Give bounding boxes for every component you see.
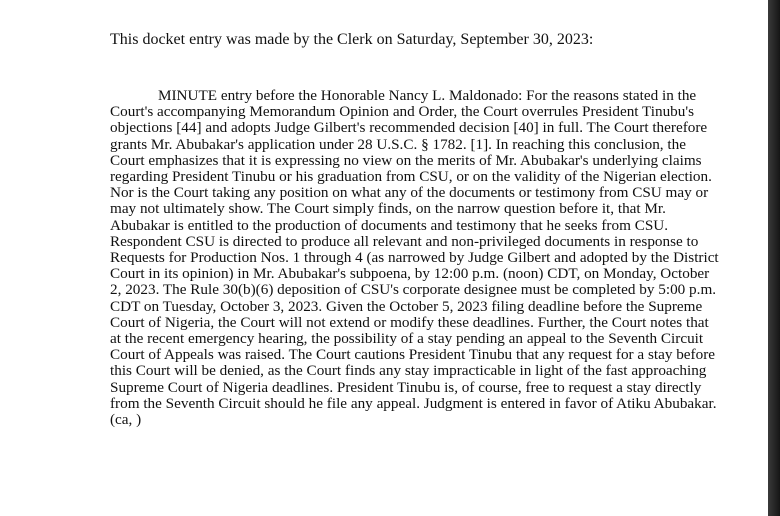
- minute-entry-text: MINUTE entry before the Honorable Nancy L. Maldonado: For the reasons stated in the Court's accompanying Memorandum Opinion and Order, the Court overrules President Tinubu's objections [44] and adopts Judge Gilbert's recommended decision [40] in full. The Court therefore grants Mr. Abubakar's application under 28 U.S.C. § 1782. [1]. In reaching this conclusion, the Court emphasizes that it is expressing no view on the merits of Mr. Abubakar's underlying claims regarding President Tinubu or his graduation from CSU, or on the validity of the Nigerian election. Nor is the Court taking any position on what any of the documents or testimony from CSU may or may not ultimately show. The Court simply finds, on the narrow question before it, that Mr. Abubakar is entitled to the production of documents and testimony that he seeks from CSU. Respondent CSU is directed to produce all relevant and non-privileged documents in response to Requests for Production Nos. 1 through 4 (as narrowed by Judge Gilbert and adopted by the District Court in its opinion) in Mr. Abubakar's subpoena, by 12:00 p.m. (noon) CDT, on Monday, October 2, 2023. The Rule 30(b)(6) deposition of CSU's corporate designee must be completed by 5:00 p.m. CDT on Tuesday, October 3, 2023. Given the October 5, 2023 filing deadline before the Supreme Court of Nigeria, the Court will not extend or modify these deadlines. Further, the Court notes that at the recent emergency hearing, the possibility of a stay pending an appeal to the Seventh Circuit Court of Appeals was raised. The Court cautions President Tinubu that any request for a stay before this Court will be denied, as the Court finds any stay impracticable in light of the fast approaching Supreme Court of Nigeria deadlines. President Tinubu is, of course, free to request a stay directly from the Seventh Circuit should he file any appeal. Judgment is entered in favor of Atiku Abubakar. (ca, ): [110, 87, 719, 429]
- docket-entry: [110, 30, 722, 428]
- docket-header: This docket entry was made by the Clerk on Saturday, September 30, 2023:: [110, 31, 594, 48]
- background-edge: [768, 0, 780, 516]
